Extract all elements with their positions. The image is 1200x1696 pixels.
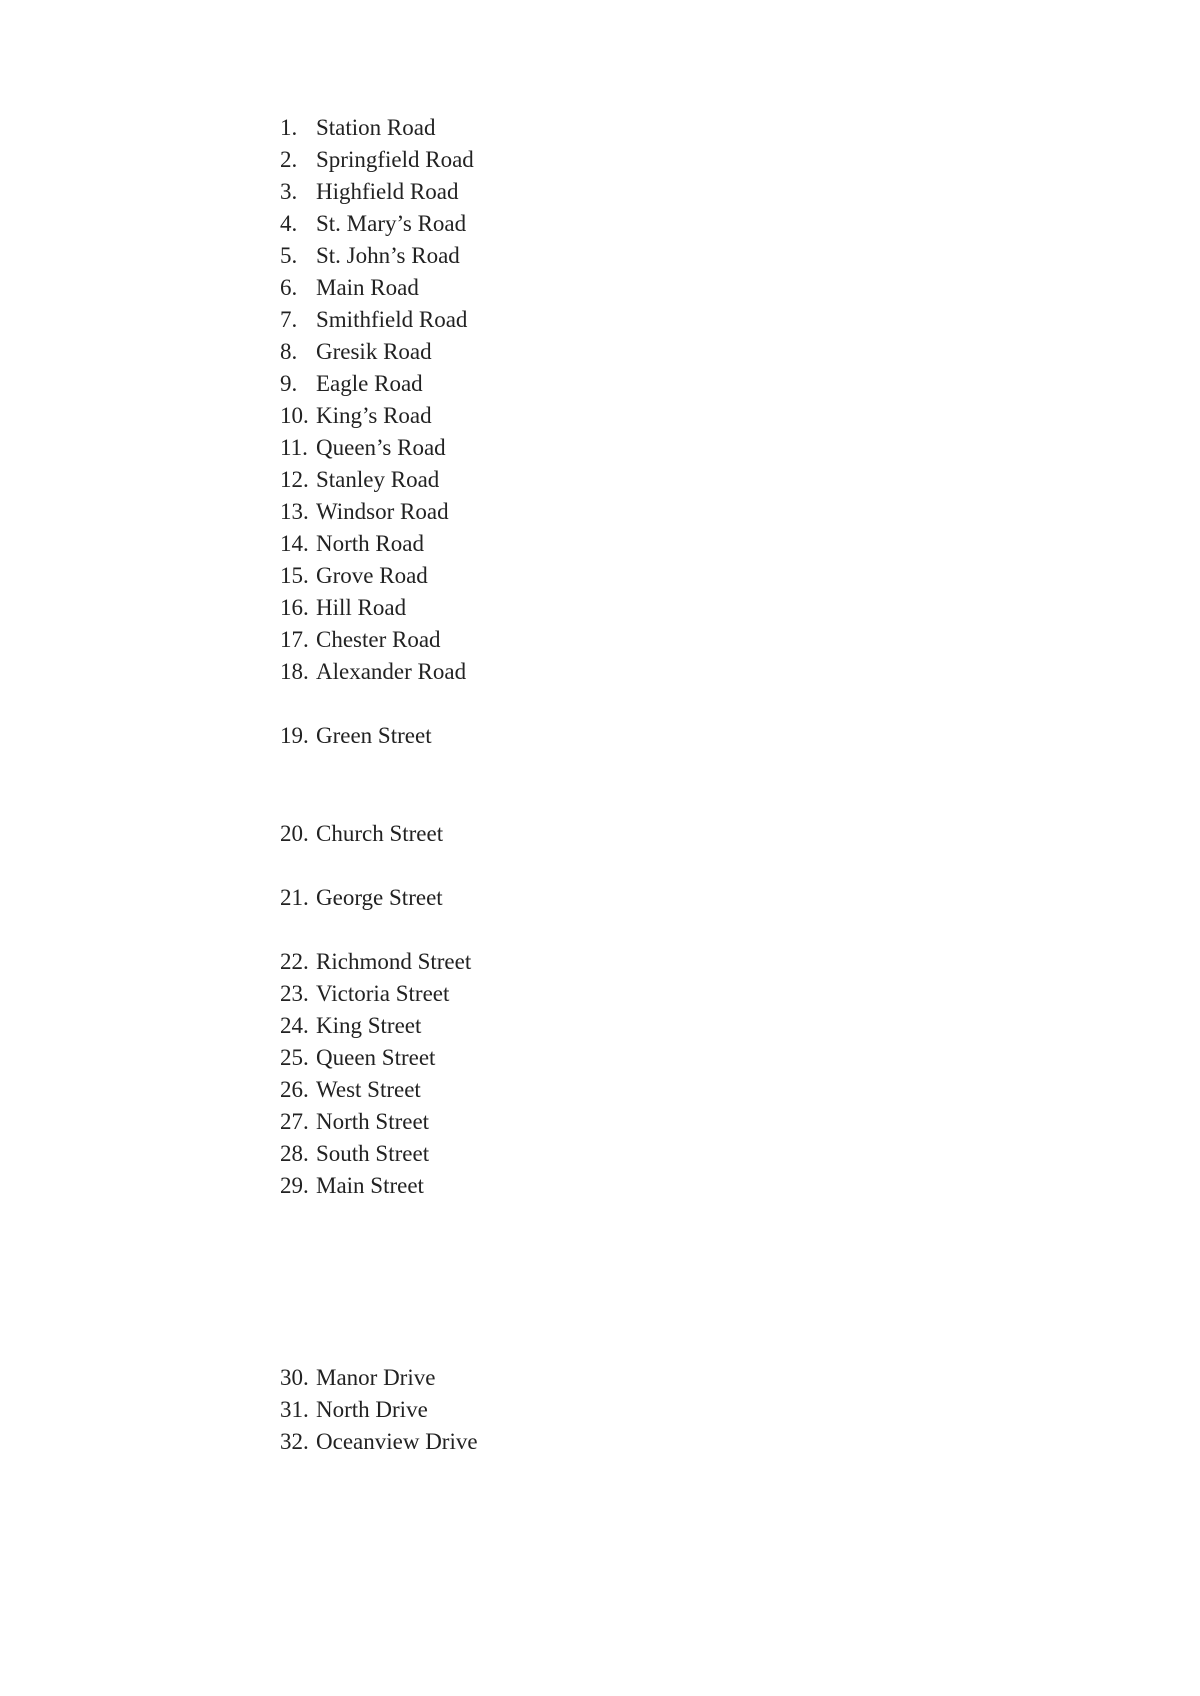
item-number: 3. bbox=[280, 179, 298, 204]
list-item bbox=[280, 592, 478, 624]
item-number: 30. bbox=[280, 1365, 309, 1390]
item-number: 9. bbox=[280, 371, 298, 396]
item-label: Highfield Road bbox=[316, 179, 459, 204]
item-number: 23. bbox=[280, 981, 309, 1006]
item-number: 32. bbox=[280, 1429, 309, 1454]
item-label: Gresik Road bbox=[316, 339, 432, 364]
item-number: 14. bbox=[280, 531, 309, 556]
list-item bbox=[280, 368, 478, 400]
item-label: Windsor Road bbox=[316, 499, 449, 524]
list-item bbox=[280, 882, 478, 914]
list-item bbox=[280, 1362, 478, 1394]
list-item bbox=[280, 336, 478, 368]
item-label: Green Street bbox=[316, 723, 432, 748]
street-list bbox=[280, 112, 478, 1458]
item-number: 11. bbox=[280, 435, 308, 460]
item-label: Eagle Road bbox=[316, 371, 423, 396]
list-item bbox=[280, 208, 478, 240]
list-item bbox=[280, 112, 478, 144]
list-item bbox=[280, 176, 478, 208]
item-number: 8. bbox=[280, 339, 298, 364]
item-number: 28. bbox=[280, 1141, 309, 1166]
list-item bbox=[280, 946, 478, 978]
item-number: 19. bbox=[280, 723, 309, 748]
item-label: North Street bbox=[316, 1109, 430, 1134]
item-number: 25. bbox=[280, 1045, 309, 1070]
item-number: 16. bbox=[280, 595, 309, 620]
item-label: North Road bbox=[316, 531, 424, 556]
list-item bbox=[280, 272, 478, 304]
list-item bbox=[280, 432, 478, 464]
list-item bbox=[280, 1074, 478, 1106]
item-number: 31. bbox=[280, 1397, 309, 1422]
list-item bbox=[280, 818, 478, 850]
item-number: 18. bbox=[280, 659, 309, 684]
item-number: 6. bbox=[280, 275, 298, 300]
item-label: Main Street bbox=[316, 1173, 424, 1198]
list-item bbox=[280, 624, 478, 656]
item-number: 24. bbox=[280, 1013, 309, 1038]
item-label: Stanley Road bbox=[316, 467, 440, 492]
item-label: King’s Road bbox=[316, 403, 432, 428]
item-number: 27. bbox=[280, 1109, 309, 1134]
item-label: South Street bbox=[316, 1141, 430, 1166]
item-label: Queen’s Road bbox=[316, 435, 446, 460]
item-number: 29. bbox=[280, 1173, 309, 1198]
item-number: 7. bbox=[280, 307, 298, 332]
item-label: King Street bbox=[316, 1013, 422, 1038]
item-number: 15. bbox=[280, 563, 309, 588]
item-label: West Street bbox=[316, 1077, 421, 1102]
list-item bbox=[280, 464, 478, 496]
list-item bbox=[280, 978, 478, 1010]
item-number: 4. bbox=[280, 211, 298, 236]
item-label: St. John’s Road bbox=[316, 243, 460, 268]
item-number: 13. bbox=[280, 499, 309, 524]
item-label: Queen Street bbox=[316, 1045, 436, 1070]
list-item bbox=[280, 400, 478, 432]
list-item bbox=[280, 1138, 478, 1170]
item-number: 26. bbox=[280, 1077, 309, 1102]
item-number: 12. bbox=[280, 467, 309, 492]
item-label: Station Road bbox=[316, 115, 436, 140]
item-label: Manor Drive bbox=[316, 1365, 436, 1390]
item-label: Grove Road bbox=[316, 563, 428, 588]
list-item bbox=[280, 720, 478, 752]
item-label: Richmond Street bbox=[316, 949, 472, 974]
list-item bbox=[280, 1106, 478, 1138]
item-number: 5. bbox=[280, 243, 298, 268]
item-label: St. Mary’s Road bbox=[316, 211, 467, 236]
item-label: Chester Road bbox=[316, 627, 441, 652]
item-number: 17. bbox=[280, 627, 309, 652]
item-label: Main Road bbox=[316, 275, 419, 300]
list-item bbox=[280, 1042, 478, 1074]
list-item bbox=[280, 496, 478, 528]
item-number: 10. bbox=[280, 403, 309, 428]
item-label: Alexander Road bbox=[316, 659, 467, 684]
item-number: 21. bbox=[280, 885, 309, 910]
item-label: Springfield Road bbox=[316, 147, 474, 172]
item-label: Victoria Street bbox=[316, 981, 450, 1006]
item-label: George Street bbox=[316, 885, 443, 910]
list-item bbox=[280, 240, 478, 272]
item-label: Church Street bbox=[316, 821, 444, 846]
list-item bbox=[280, 144, 478, 176]
item-number: 20. bbox=[280, 821, 309, 846]
item-label: North Drive bbox=[316, 1397, 428, 1422]
item-label: Smithfield Road bbox=[316, 307, 468, 332]
list-item bbox=[280, 304, 478, 336]
item-number: 2. bbox=[280, 147, 298, 172]
list-item bbox=[280, 1394, 478, 1426]
list-item bbox=[280, 1426, 478, 1458]
item-number: 22. bbox=[280, 949, 309, 974]
item-number: 1. bbox=[280, 115, 298, 140]
list-item bbox=[280, 1170, 478, 1202]
list-item bbox=[280, 656, 478, 688]
list-item bbox=[280, 528, 478, 560]
item-label: Hill Road bbox=[316, 595, 407, 620]
list-item bbox=[280, 560, 478, 592]
item-label: Oceanview Drive bbox=[316, 1429, 478, 1454]
list-item bbox=[280, 1010, 478, 1042]
